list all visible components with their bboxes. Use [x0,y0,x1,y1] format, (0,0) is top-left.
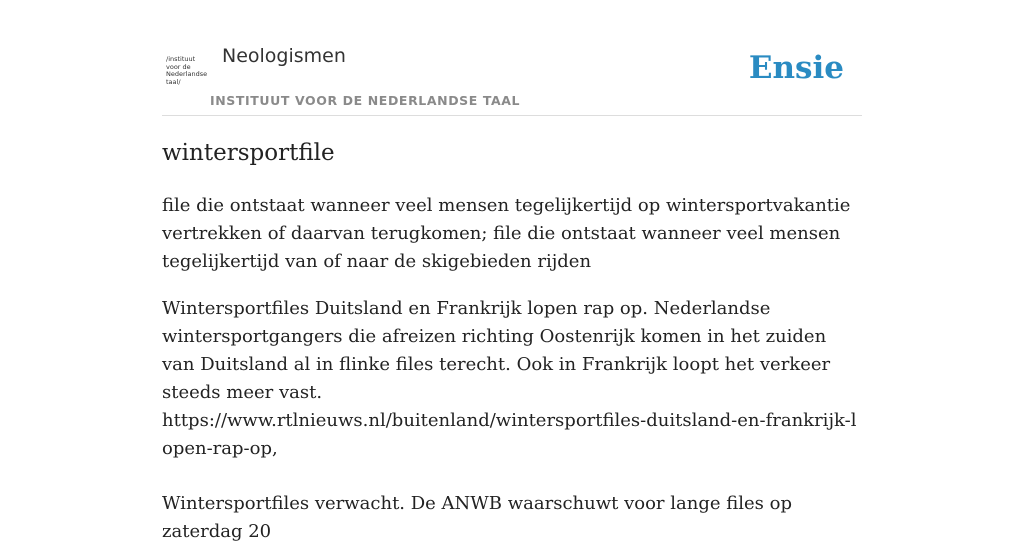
citation-quote [162,295,862,463]
logo-line: voor de [166,62,191,71]
entry-content [162,192,862,546]
ensie-logo[interactable]: Ensie [748,50,844,86]
citation-text: Wintersportfiles Duitsland en Frankrijk lopen rap op. Nederlandse wintersportgangers die afreizen richting Oostenrijk komen in het zuiden van Duitsland al in flinke files terecht. Ook in Frankrijk loopt het verkeer steeds meer vast. [162,298,831,403]
logo-line: /instituut [166,55,196,63]
citation-quote [162,490,862,546]
site-subtitle: INSTITUUT VOOR DE NEDERLANDSE TAAL [210,93,521,108]
entry-term: wintersportfile [162,140,335,166]
institute-logo[interactable] [166,56,210,90]
site-title[interactable]: Neologismen [222,45,346,67]
logo-line: Nederlandse [166,70,208,79]
logo-line: taal/ [166,77,181,86]
site-header [162,0,862,116]
page [162,0,862,542]
quote-spacer [162,463,862,490]
citation-text: Wintersportfiles verwacht. De ANWB waarschuwt voor lange files op zaterdag 20 [162,493,792,542]
citation-source-link[interactable]: https://www.rtlnieuws.nl/buitenland/wintersportfiles-duitsland-en-frankrijk-lopen-rap-op, [162,410,857,459]
entry-definition: file die ontstaat wanneer veel mensen tegelijkertijd op wintersportvakantie vertrekken of daarvan terugkomen; file die ontstaat wanneer veel mensen tegelijkertijd van of naar de skigebieden rijden [162,195,851,272]
